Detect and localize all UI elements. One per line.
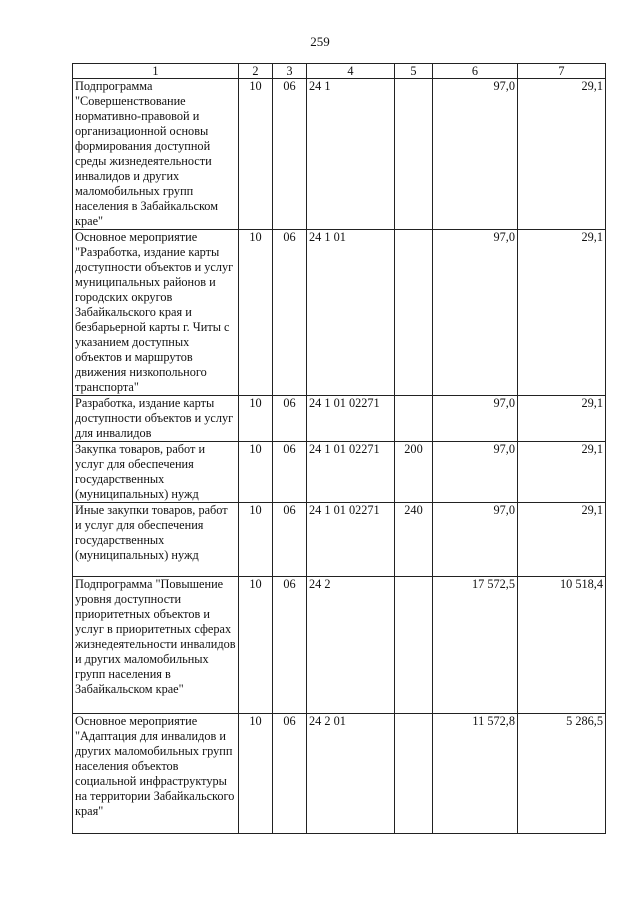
row-name: Основное мероприятие "Разработка, издание карты доступности объектов и услуг муниципальных районов и городских округов Забайкальского края и безбарьерной карты г. Читы с указанием доступных объектов и маршрутов движения низкопольного транспорта": [73, 230, 239, 396]
row-subsection: 06: [273, 714, 307, 834]
row-section: 10: [239, 577, 273, 714]
row-name: Разработка, издание карты доступности объектов и услуг для инвалидов: [73, 396, 239, 442]
row-target-article: 24 1 01 02271: [307, 442, 395, 503]
row-name: Подпрограмма "Совершенствование нормативно-правовой и организационной основы формирования доступной среды жизнедеятельности инвалидов и других маломобильных групп населения в Забайкальском крае": [73, 79, 239, 230]
row-amount-2: 5 286,5: [518, 714, 606, 834]
row-amount-1: 11 572,8: [433, 714, 518, 834]
row-expense-type: [395, 577, 433, 714]
table-row: [73, 577, 606, 714]
row-target-article: 24 1 01 02271: [307, 503, 395, 577]
row-section: 10: [239, 230, 273, 396]
row-expense-type: [395, 79, 433, 230]
budget-table: [72, 63, 606, 834]
row-subsection: 06: [273, 503, 307, 577]
row-section: 10: [239, 503, 273, 577]
row-subsection: 06: [273, 79, 307, 230]
row-subsection: 06: [273, 577, 307, 714]
row-expense-type: 240: [395, 503, 433, 577]
row-target-article: 24 2 01: [307, 714, 395, 834]
row-amount-1: 97,0: [433, 396, 518, 442]
row-section: 10: [239, 396, 273, 442]
header-cell-6: 6: [433, 64, 518, 79]
row-amount-2: 29,1: [518, 442, 606, 503]
row-amount-1: 97,0: [433, 503, 518, 577]
header-cell-3: 3: [273, 64, 307, 79]
row-name: Основное мероприятие "Адаптация для инвалидов и других маломобильных групп населения объектов социальной инфраструктуры на территории Забайкальского края": [73, 714, 239, 834]
table-row: [73, 230, 606, 396]
table-row: [73, 503, 606, 577]
table-row: [73, 396, 606, 442]
table-row: [73, 79, 606, 230]
row-subsection: 06: [273, 442, 307, 503]
header-cell-1: 1: [73, 64, 239, 79]
row-amount-1: 97,0: [433, 442, 518, 503]
row-subsection: 06: [273, 230, 307, 396]
row-amount-2: 10 518,4: [518, 577, 606, 714]
row-section: 10: [239, 79, 273, 230]
row-amount-2: 29,1: [518, 396, 606, 442]
row-target-article: 24 1 01 02271: [307, 396, 395, 442]
row-amount-1: 97,0: [433, 79, 518, 230]
row-expense-type: 200: [395, 442, 433, 503]
row-name: Иные закупки товаров, работ и услуг для обеспечения государственных (муниципальных) нужд: [73, 503, 239, 577]
row-amount-1: 97,0: [433, 230, 518, 396]
row-amount-2: 29,1: [518, 230, 606, 396]
row-name: Подпрограмма "Повышение уровня доступности приоритетных объектов и услуг в приоритетных сферах жизнедеятельности инвалидов и других маломобильных групп населения в Забайкальском крае": [73, 577, 239, 714]
page-number: 259: [310, 34, 330, 49]
table-row: [73, 714, 606, 834]
row-expense-type: [395, 230, 433, 396]
header-cell-5: 5: [395, 64, 433, 79]
row-target-article: 24 1 01: [307, 230, 395, 396]
row-amount-2: 29,1: [518, 503, 606, 577]
row-expense-type: [395, 396, 433, 442]
row-subsection: 06: [273, 396, 307, 442]
row-amount-1: 17 572,5: [433, 577, 518, 714]
row-section: 10: [239, 714, 273, 834]
header-cell-2: 2: [239, 64, 273, 79]
header-row: [73, 64, 606, 79]
header-cell-7: 7: [518, 64, 606, 79]
row-target-article: 24 1: [307, 79, 395, 230]
row-expense-type: [395, 714, 433, 834]
row-name: Закупка товаров, работ и услуг для обеспечения государственных (муниципальных) нужд: [73, 442, 239, 503]
row-target-article: 24 2: [307, 577, 395, 714]
row-amount-2: 29,1: [518, 79, 606, 230]
row-section: 10: [239, 442, 273, 503]
table-row: [73, 442, 606, 503]
header-cell-4: 4: [307, 64, 395, 79]
